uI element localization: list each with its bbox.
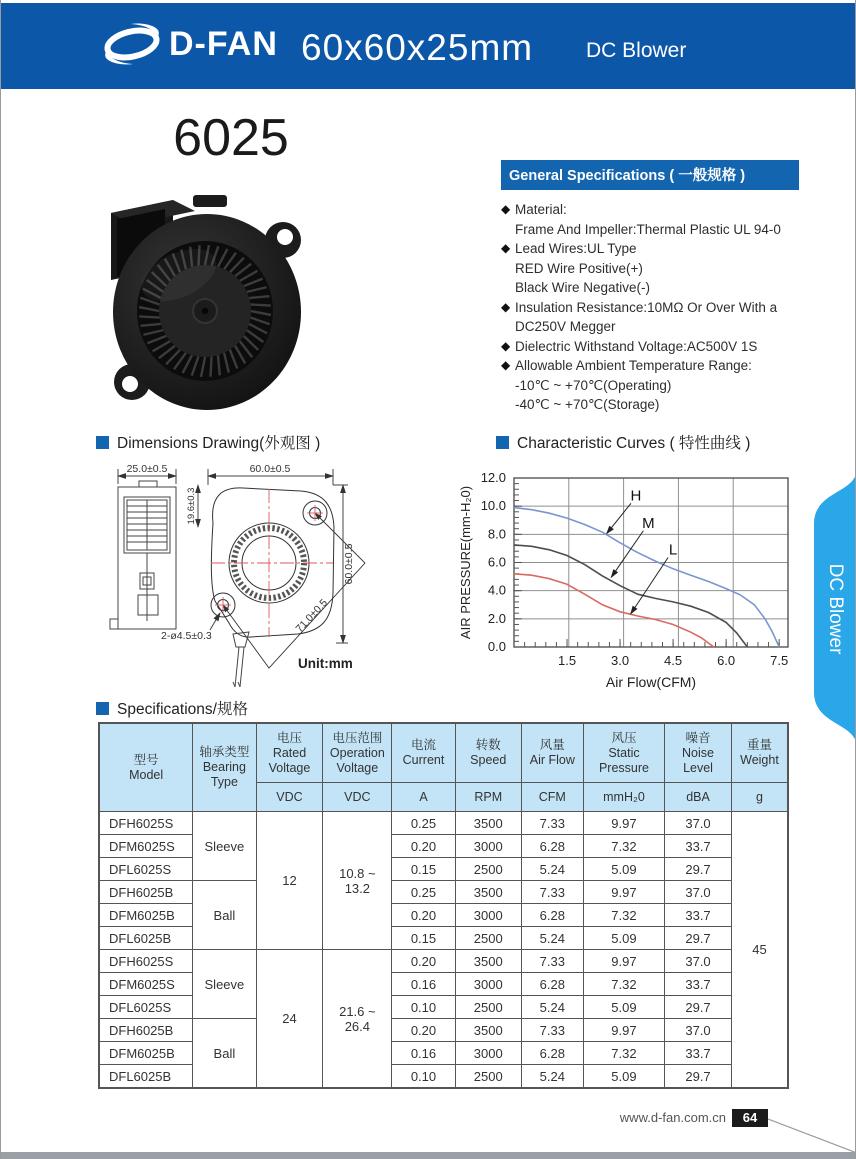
table-row [99,812,788,835]
column-unit-current: A [392,783,455,812]
spec-text: Dielectric Withstand Voltage:AC500V 1S [515,338,758,354]
spec-line [501,278,801,298]
cell-noise: 37.0 [665,950,732,973]
cell-speed: 2500 [455,858,521,881]
cell-speed: 3500 [455,881,521,904]
characteristic-curves-chart [456,452,801,709]
cell-operation-voltage: 10.8 ~ 13.2 [323,812,392,950]
cell-operation-voltage: 21.6 ~ 26.4 [323,950,392,1089]
model-number: 6025 [173,109,289,167]
cell-air-flow: 6.28 [521,904,583,927]
cell-model: DFM6025S [99,973,193,996]
cell-bearing-type: Ball [193,881,256,950]
cell-speed: 3000 [455,973,521,996]
cell-rated-voltage: 24 [256,950,323,1089]
blue-square-bullet-icon [496,436,509,449]
specifications-table [98,722,789,1089]
cell-pressure: 5.09 [583,1065,664,1089]
column-header-zh: 电压范围 [332,730,383,745]
diamond-bullet-icon [501,220,515,240]
spec-line [501,239,801,259]
cell-current: 0.15 [392,858,455,881]
svg-text:1.5: 1.5 [557,653,577,668]
spec-text: DC250V Megger [515,319,616,334]
column-header-bearing-type [193,723,256,812]
product-type: DC Blower [586,39,687,62]
spec-text: Material: [515,202,567,217]
spec-text: Allowable Ambient Temperature Range: [515,358,752,373]
cell-current: 0.16 [392,973,455,996]
side-tab-label: DC Blower [825,563,846,655]
cell-model: DFM6025S [99,835,193,858]
cell-speed: 3500 [455,812,521,835]
column-header-en: Speed [470,753,507,767]
cell-pressure: 9.97 [583,812,664,835]
column-unit-air-flow: CFM [521,783,583,812]
section-heading-label: Characteristic Curves ( 特性曲线 ) [517,435,751,452]
column-header-static-pressure [583,723,664,783]
column-unit-static-pressure: mmH₂0 [583,783,664,812]
cell-speed: 3000 [455,904,521,927]
column-unit-speed: RPM [455,783,521,812]
svg-text:6.0: 6.0 [717,653,736,668]
svg-text:3.0: 3.0 [611,653,630,668]
svg-text:7.5: 7.5 [770,653,789,668]
cell-pressure: 9.97 [583,950,664,973]
cell-model: DFL6025S [99,858,193,881]
column-unit-rated-voltage: VDC [256,783,323,812]
cell-pressure: 7.32 [583,835,664,858]
table-row [99,1019,788,1042]
column-header-zh: 电流 [410,738,436,752]
cell-air-flow: 7.33 [521,950,583,973]
section-heading-curves [496,431,750,453]
column-header-en: Bearing Type [202,760,246,789]
general-specs-title-bar: General Specifications ( 一般规格 ) [501,160,799,190]
column-header-zh: 噪音 [685,730,711,745]
section-heading-dimensions [96,431,320,453]
svg-text:4.5: 4.5 [664,653,683,668]
unit-label: Unit:mm [298,656,353,671]
diamond-bullet-icon [501,317,515,337]
curve-L [514,574,714,647]
cell-noise: 33.7 [665,973,732,996]
column-header-weight [731,723,788,783]
svg-text:8.0: 8.0 [487,526,506,542]
svg-text:10.0: 10.0 [480,498,506,514]
diamond-bullet-icon: ◆ [501,241,511,255]
cell-model: DFL6025B [99,1065,193,1089]
cell-current: 0.10 [392,1065,455,1089]
column-unit-noise-level: dBA [665,783,732,812]
column-header-en: Operation Voltage [329,745,385,775]
cell-current: 0.15 [392,927,455,950]
cell-bearing-type: Sleeve [193,812,256,881]
cell-pressure: 7.32 [583,904,664,927]
cell-speed: 2500 [455,1065,521,1089]
column-header-en: Current [402,753,445,767]
curve-label-arrow [607,503,631,533]
diamond-bullet-icon [501,259,515,279]
spec-text: -10℃ ~ +70℃(Operating) [515,377,672,393]
dc-blower-side-tab [800,468,856,748]
cell-pressure: 7.32 [583,973,664,996]
spec-text: Lead Wires:UL Type [515,241,637,256]
fan-swirl-logo-icon [101,23,163,65]
cell-air-flow: 7.33 [521,812,583,835]
cell-noise: 37.0 [665,812,732,835]
cell-rated-voltage: 12 [256,812,323,950]
spec-line [501,395,801,415]
cell-pressure: 9.97 [583,881,664,904]
footer-website: www.d-fan.com.cn [619,1110,726,1125]
column-header-air-flow [521,723,583,783]
spec-text: Insulation Resistance:10MΩ Or Over With a [515,299,778,315]
cell-current: 0.25 [392,881,455,904]
diamond-bullet-icon [501,395,515,415]
spec-text: -40℃ ~ +70℃(Storage) [515,397,660,412]
section-heading-specifications [96,697,248,719]
cell-speed: 3000 [455,1042,521,1065]
curve-label-arrow [611,531,643,578]
column-header-noise-level [665,723,732,783]
spec-line [501,356,801,376]
diamond-bullet-icon: ◆ [501,299,511,314]
bottom-bar [1,1152,856,1159]
cell-noise: 29.7 [665,1065,732,1089]
table-row [99,950,788,973]
product-size: 60x60x25mm [301,27,534,68]
cell-air-flow: 7.33 [521,881,583,904]
curve-label-arrow [631,558,668,614]
column-header-zh: 轴承类型 [199,745,250,759]
column-header-en: Noise Level [682,745,714,775]
cell-speed: 2500 [455,996,521,1019]
dim-label-hole-offset: 19.6±0.3 [186,487,197,525]
diamond-bullet-icon [501,278,515,298]
header-band [1,3,856,89]
cell-model: DFL6025S [99,996,193,1019]
cell-pressure: 5.09 [583,858,664,881]
cell-air-flow: 5.24 [521,996,583,1019]
y-axis-label: AIR PRESSURE(mm-H₂0) [458,485,473,640]
spec-line [501,200,801,220]
cell-speed: 3000 [455,835,521,858]
cell-current: 0.10 [392,996,455,1019]
dim-label-front-width: 60.0±0.5 [249,463,291,475]
cell-air-flow: 5.24 [521,1065,583,1089]
cell-air-flow: 6.28 [521,973,583,996]
diamond-bullet-icon: ◆ [501,358,511,372]
cell-model: DFL6025B [99,927,193,950]
cell-noise: 29.7 [665,858,732,881]
column-header-zh: 转数 [475,738,501,752]
brand-name: D-FAN [169,24,278,63]
column-header-zh: 电压 [276,730,302,745]
spec-text: Black Wire Negative(-) [515,280,651,295]
spec-line [501,298,801,318]
dimensions-drawing [93,455,448,700]
cell-current: 0.20 [392,1019,455,1042]
spec-text: Frame And Impeller:Thermal Plastic UL 94-0 [515,221,781,237]
column-header-current [392,723,455,783]
cell-noise: 37.0 [665,881,732,904]
cell-current: 0.20 [392,904,455,927]
dim-label-holes: 2-ø4.5±0.3 [161,630,212,642]
curve-label-M: M [642,514,655,532]
cell-bearing-type: Ball [193,1019,256,1089]
cell-speed: 3500 [455,1019,521,1042]
column-header-rated-voltage [256,723,323,783]
cell-pressure: 5.09 [583,996,664,1019]
spec-line [501,259,801,279]
svg-text:6.0: 6.0 [487,554,506,570]
cell-model: DFH6025B [99,1019,193,1042]
cell-noise: 29.7 [665,996,732,1019]
x-axis-label: Air Flow(CFM) [605,674,697,690]
blue-square-bullet-icon [96,702,109,715]
column-header-en: Air Flow [529,753,575,767]
cell-air-flow: 5.24 [521,858,583,881]
dim-label-front-height: 60.0±0.5 [343,543,355,585]
curve-label-L: L [668,541,678,559]
cell-air-flow: 7.33 [521,1019,583,1042]
column-unit-weight: g [731,783,788,812]
cell-pressure: 5.09 [583,927,664,950]
column-header-en: Weight [740,753,779,767]
cell-noise: 37.0 [665,1019,732,1042]
column-header-operation-voltage [323,723,392,783]
footer-diagonal-line [768,1118,856,1154]
fan-photo [101,183,311,419]
column-header-en: Rated Voltage [268,745,311,775]
general-specs-list [501,200,801,415]
chart-grid [514,478,788,647]
spec-text: RED Wire Positive(+) [515,260,643,276]
diamond-bullet-icon [501,376,515,396]
section-heading-label: Dimensions Drawing(外观图 ) [117,435,321,452]
column-unit-operation-voltage: VDC [323,783,392,812]
spec-line [501,220,801,240]
cell-bearing-type: Sleeve [193,950,256,1019]
cell-air-flow: 6.28 [521,835,583,858]
svg-text:12.0: 12.0 [480,470,506,485]
cell-air-flow: 5.24 [521,927,583,950]
column-header-zh: 重量 [746,738,772,752]
curve-M [514,545,747,647]
cell-model: DFH6025B [99,881,193,904]
cell-noise: 33.7 [665,904,732,927]
table-row [99,881,788,904]
svg-text:0.0: 0.0 [487,639,506,654]
footer-page-number: 64 [732,1109,768,1127]
column-header-en: Static Pressure [598,745,649,775]
diamond-bullet-icon: ◆ [501,202,511,216]
cell-model: DFH6025S [99,812,193,835]
column-header-model [99,723,193,812]
cell-air-flow: 6.28 [521,1042,583,1065]
column-header-zh: 风压 [611,730,637,745]
cell-current: 0.16 [392,1042,455,1065]
cell-model: DFM6025B [99,904,193,927]
section-heading-label: Specifications/规格 [117,701,248,718]
cell-current: 0.25 [392,812,455,835]
general-specifications-section [501,160,801,415]
cell-current: 0.20 [392,835,455,858]
dim-label-diagonal: 71.0±0.5 [293,596,331,635]
column-header-zh: 型号 [133,752,159,767]
cell-weight: 45 [731,812,788,1089]
brand-logo [101,23,278,65]
cell-current: 0.20 [392,950,455,973]
cell-pressure: 7.32 [583,1042,664,1065]
column-header-speed [455,723,521,783]
dim-label-side-width: 25.0±0.5 [126,463,168,475]
curve-label-H: H [630,487,642,505]
spec-line [501,376,801,396]
diamond-bullet-icon: ◆ [501,338,511,353]
cell-speed: 2500 [455,927,521,950]
cell-noise: 29.7 [665,927,732,950]
cell-noise: 33.7 [665,1042,732,1065]
spec-line [501,337,801,357]
cell-model: DFH6025S [99,950,193,973]
cell-noise: 33.7 [665,835,732,858]
blue-square-bullet-icon [96,436,109,449]
cell-model: DFM6025B [99,1042,193,1065]
cell-pressure: 9.97 [583,1019,664,1042]
spec-line [501,317,801,337]
svg-text:2.0: 2.0 [487,610,506,626]
column-header-zh: 风量 [539,738,565,752]
svg-text:4.0: 4.0 [487,582,506,598]
column-header-en: Model [129,767,164,782]
cell-speed: 3500 [455,950,521,973]
